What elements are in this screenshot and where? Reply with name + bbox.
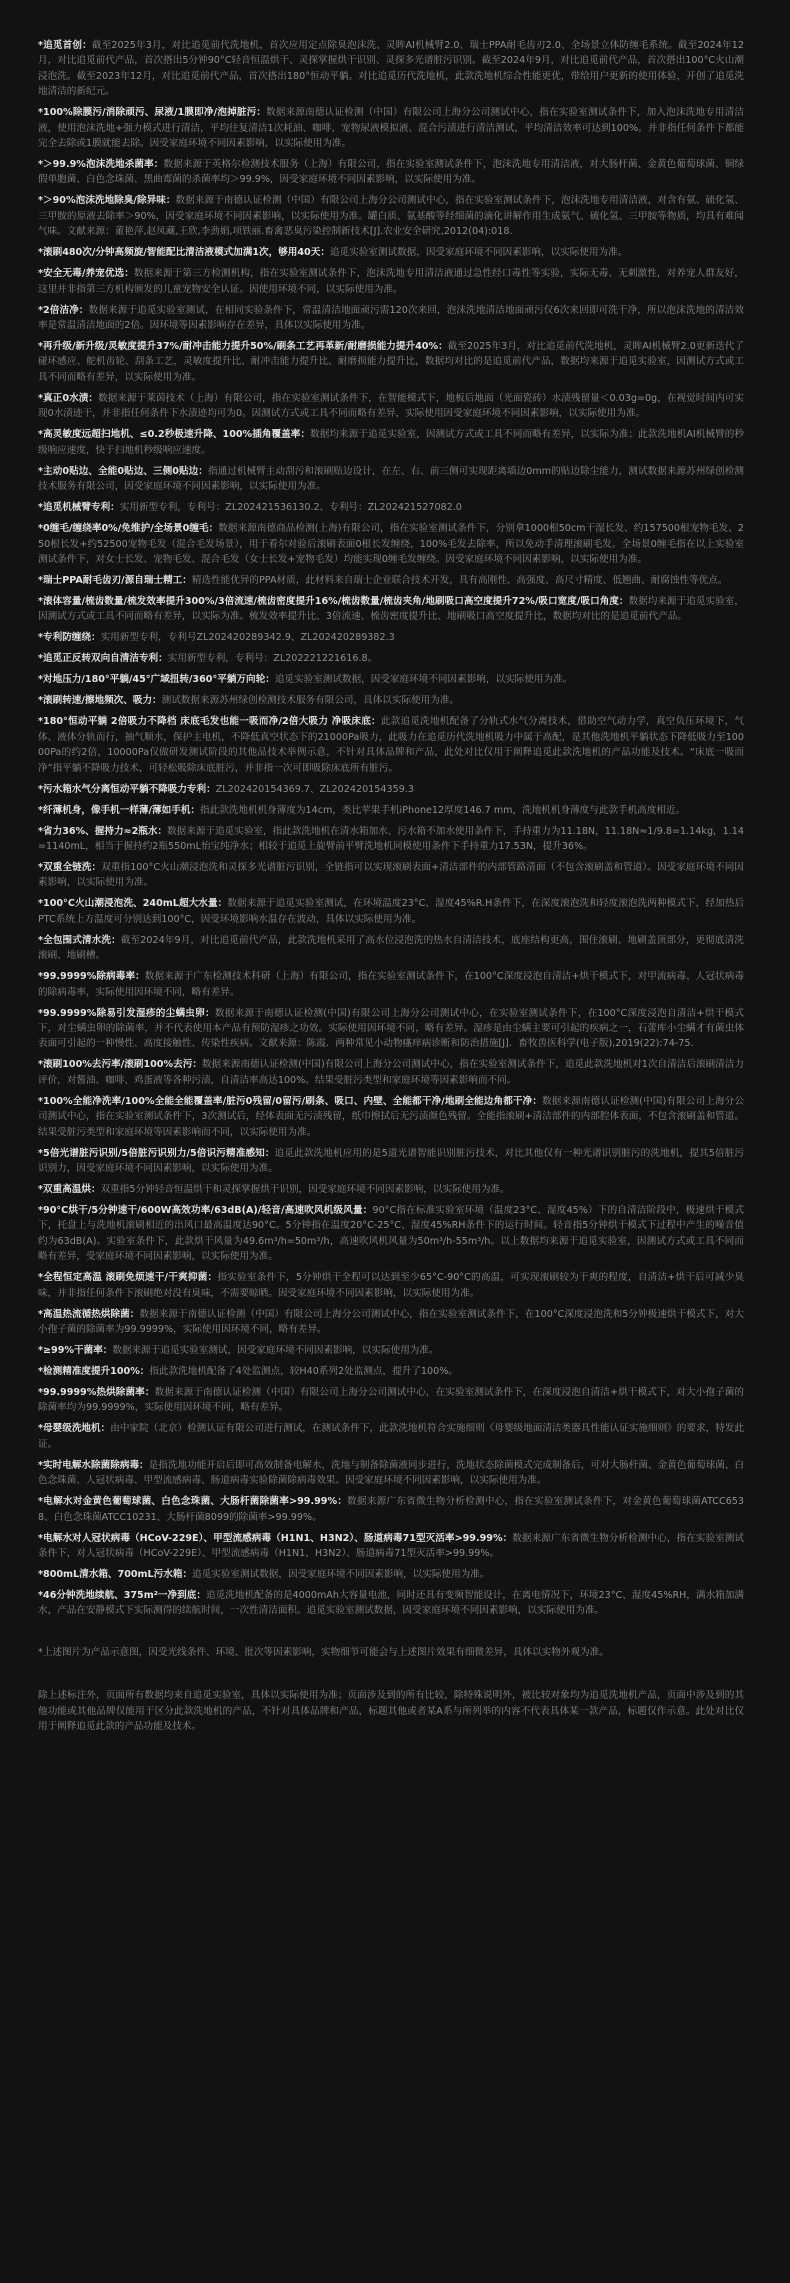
note-item: [38, 1094, 744, 1140]
note-body: 数据来源于追觅实验室测试，因受家庭环境不同因素影响，以实际使用为准。: [112, 1345, 439, 1357]
note-body: 追觅实验室测试数据，因受家庭环境不同因素影响，以实际使用为准。: [192, 1569, 490, 1581]
note-body: 追觅实验室测试数据，因受家庭环境不同因素影响，以实际使用为准。: [329, 247, 628, 259]
note-title: *全程恒定高温 滚刷免烦速干/干爽抑菌：: [38, 1272, 218, 1284]
note-item: [38, 594, 744, 625]
note-item: [38, 266, 744, 297]
note-title: *滚体容量/梳齿数量/梳发效率提升300%/3倍流速/梳齿密度提升16%/梳齿数量/梳齿夹角/地刷吸口高空度提升72%/吸口宽度/吸口角度：: [38, 595, 629, 607]
note-title: *双重高温烘：: [38, 1184, 101, 1195]
note-item: [38, 630, 744, 645]
note-body: 由中家院（北京）检测认证有限公司进行测试，在测试条件下，此款洗地机符合实施细则《母婴级地面清洁类器具性能认证实施细则》的要求，特发此证。: [38, 1423, 744, 1450]
note-body: 数据来源广东省微生物分析检测中心，指在实验室测试条件下，对金黄色葡萄球菌ATCC6538、白色念珠菌ATCC10231、大肠杆菌8099的除菌率>99.99%。: [38, 1496, 745, 1523]
note-item: [38, 860, 744, 891]
note-title: *滚刷转速/擦地频次、吸力：: [38, 695, 162, 707]
note-item: [38, 1421, 744, 1452]
note-title: *100%除膜污/消除顽污、尿液/1膜即净/泡掉脏污：: [38, 107, 267, 119]
note-body: 数据来源南德商品检测(上海)有限公司，指在实验室测试条件下，分别拿1000根50cm干湿长发、约157500根宠物毛发、250根长发+约52500宠物毛发（混合毛发场景），用于看尔对验后滚刷表面0根长发缠绕，100%毛发去除率，所以免动手清理滚刷毛发。全场景0缠毛指在以上实验室测试条件下，对女士长发、宠物毛发、混合毛发（女士长发+宠物毛发）均能实现0缠毛发缠绕。因受家庭环境不同因素影响，以实际使用为准。: [38, 523, 744, 565]
note-body: 双重指100°C火山潮浸泡洗和灵探多光谱脏污识别，全链指可以实现滚刷表面+清洁部件的内部管路清面（不包含滚刷盖和管道）。因受家庭环境不同因素影响，以实际使用为准。: [38, 861, 744, 889]
note-item: [38, 1385, 744, 1416]
note-title: *双重全链洗：: [38, 861, 102, 873]
note-title: *专利防缠绕：: [38, 632, 101, 644]
note-item: [38, 38, 744, 100]
note-item: [38, 1307, 744, 1338]
note-body: 测试数据来源苏州绿创检测技术服务有限公司，具体以实际使用为准。: [161, 695, 460, 707]
note-item: [38, 969, 744, 1000]
note-body: 指此款洗地机机身薄度为14cm，类比苹果手机iPhone12厚度146.7 mm，洗地机机身薄度与此款手机高度相近。: [200, 804, 686, 816]
note-item: [38, 157, 744, 188]
note-item: [38, 714, 744, 776]
note-title: *全包围式清水洗：: [38, 934, 121, 946]
note-item: [38, 391, 744, 422]
note-title: *追觅正反转双向自清洁专利：: [38, 653, 168, 665]
note-body: 数据来源于莱茵技术（上海）有限公司，指在实验室测试条件下，在智能模式下，地板后地面（光面瓷砖）水渍残留量＜0.03g=0g，在视觉时间内可实现0水渍迹干，并非指任何条件下水渍迹均可为0。因测试方式或工具不同而略有差异，实际使用因受家庭环境不同因素影响，以实际使用为准。: [38, 392, 744, 420]
note-body: 截至2025年3月，对比追觅前代洗地机，首次应用定点除臭泡沫洗、灵眸AI机械臂2.0、瑞士PPA耐毛齿刃2.0、全场景立体防缠毛系统。截至2024年12月，对比追觅前代产品，首次搭出5分钟90°C轻音恒温烘干、灵探掌握烘干识别、灵探多光谱脏污识别。截至2024年9月，对比追觅前代产品，首次搭出100°C火山潮浸泡洗。截至2023年12月，对比追觅前代产品，首次搭出180°恒动平躺。对比追觅历代洗地机，此款洗地机综合性能更优，带给用户更新的使用体验，开创了追觅洗地清洁的新纪元。: [38, 40, 744, 98]
note-title: *安全无毒/养宠优选：: [38, 268, 134, 280]
note-title: *滚刷480次/分钟高频旋/智能配比清洁液模式加满1次，够用40天：: [38, 247, 330, 259]
note-body: 数据来源于南德认证检测（中国）有限公司上海分公司测试中心，指在实验室测试条件下，泡沫洗地专用清洁液，对含有氨、硫化氢、三甲胺的原液去除率＞90%，因受家庭环境不同因素影响，以实际使用为准。罐白质、氨基酸等经细菌的滴化讲解作用生成氨气、硫化氢、三甲胺等物质，均具有难闻气味。文献来源：董艳萍,赵凤藏,王欣,李劲娟,项铁丽.畜禽恶臭污染控制新技术[J].农业安全研究,2012(04):018.: [38, 195, 745, 238]
note-title: *99.9999%除病毒率：: [38, 971, 145, 983]
note-item: [38, 1567, 744, 1582]
note-item: [38, 427, 744, 458]
note-item: [38, 1531, 744, 1562]
note-body: 数据来源南德认证检测(中国)有限公司上海分公司测试中心，指在实验室测试条件下，3次测试后，经体表面无污渍残留，纸巾擦拭后无污渍颜色残留。全能指滚刷+清洁部件的内部腔体表面，不包含滚刷盖和管道。结果受脏污类型和家庭环境等因素影响而不同，以实际使用为准。: [38, 1095, 744, 1138]
note-title: *省力36%、握持力≈2瓶水：: [38, 825, 168, 837]
note-item: [38, 1364, 744, 1379]
note-title: *800mL清水箱、700mL污水箱：: [38, 1569, 193, 1581]
note-item: [38, 500, 744, 515]
note-body: 数据来源南德认证检测(中国)有限公司上海分公司测试中心，指在实验室测试条件下，追觅此款洗地机对1次自清洁后滚刷清洁力评价，对酱油、咖啡、鸡蛋液等各种污渍，自清洁率高达100%。结果受脏污类型和家庭环境等因素影响而不同。: [38, 1059, 744, 1086]
note-item: [38, 1494, 744, 1525]
note-title: *99.9999%除易引发湿疹的尘螨虫卵：: [38, 1007, 215, 1019]
note-title: *电解水对金黄色葡萄球菌、白色念珠菌、大肠杆菌除菌率>99.99%：: [38, 1496, 348, 1508]
note-item: [38, 464, 744, 495]
note-body: 数据来源广东省微生物分析检测中心，指在实验室测试条件下，对人冠状病毒（HCoV-229E）、甲型流感病毒（H1N1、H3N2）、肠道病毒71型灭活率>99.99%。: [38, 1532, 745, 1560]
note-body: 90°C指在标准实验室环境（温度23°C、湿度45%）下的自清洁阶段中，极速烘干模式下，托盘上与洗地机滚刷相近的出风口最高温度达90°C。5分钟指在温度20°C-25°C、湿度45%RH条件下的运行时间。轻音指5分钟烘干模式下过程中产生的噪音值约为63dB(A)。实验室条件下，此款烘干风量为49.6m³/h=50m³/h，高速吹风机风量为50m³/h-55m³/h。以上数据均来源于追觅实验室，因测试方式或工具不同而略有差异，受家庭环境不同因素影响，以实际使用为准。: [38, 1205, 745, 1263]
note-body: 数据来源于南德认证检测（中国）有限公司上海分公司测试中心，在实验室测试条件下，在深度浸泡自清洁+烘干模式下，对大小孢子菌的除菌率均为99.9999%，实际使用因环境不同，略有差异。: [38, 1387, 744, 1414]
note-item: [38, 521, 744, 567]
note-body: 双重指5分钟轻音恒温烘干和灵探掌握烘干识别，因受家庭环境不同因素影响，以实际使用为准。: [100, 1184, 510, 1195]
note-body: 指实验室条件下，5分钟烘干全程可以达到至少65°C-90°C的高温，可实现滚刷较为干爽的程度，自清洁+烘干后可减少臭味，并非指任何条件下滚刷绝对没有臭味，不需要晾晒。因受家庭环境不同因素影响，以实际使用为准。: [38, 1272, 744, 1299]
note-item: [38, 573, 744, 588]
note-title: *母婴级洗地机：: [38, 1423, 111, 1435]
note-body: 精选性能优异的PPA材质，此材料来自瑞士企业联合技术开发，具有高刚性、高强度、高尺寸精度、低翘曲、耐腐蚀性等优点。: [191, 574, 728, 586]
note-body: 是指洗地功能开启后即可高效制备电解水，洗地与制备除菌液同步进行，洗地状态除菌模式完成制备后，可对大肠杆菌、金黄色葡萄球菌、白色念珠菌、人冠状病毒、甲型流感病毒、肠道病毒实验除菌除病毒效果。因受家庭环境不同因素影响，以实际使用为准。: [38, 1459, 744, 1487]
note-item: [38, 245, 744, 260]
note-item: [38, 1343, 744, 1358]
note-body: 数据均来源于追觅实验室，因测试方式或工具不同而略有差异，以实际为准；此款洗地机AI机械臂的秒级响应速度，快于扫地机秒级响应速度。: [38, 429, 744, 456]
note-body: 追觅实验室测试数据，因受家庭环境不同因素影响，以实际使用为准。: [274, 674, 573, 686]
note-body: 数据来源于追觅实验室测试，在环境温度23°C、湿度45%R.H条件下，在深度滚泡洗和轻度滚泡洗两种模式下，经加热后PTC系统上方温度可分别达到100°C，因受环境影响水温存在波动，具体以实际使用为准。: [38, 898, 744, 925]
note-title: *高温热流循热烘除菌：: [38, 1308, 140, 1320]
note-body: 截至2024年9月，对比追觅前代产品，此款洗地机采用了高水位浸泡洗的热水自清洁技术，底座结构更高，围住滚刷、地刷盖顶部分，更彻底清洗滚刷、地刷槽。: [38, 934, 744, 962]
data-source-disclaimer: 除上述标注外，页面所有数据均来自追觅实验室，具体以实际使用为准；页面涉及到的所有比较，除特殊说明外，被比较对象均为追觅洗地机产品，页面中涉及到的其他功能或其他品牌仅能用于区分此款洗地机的产品，不针对具体品牌和产品，标题其他或者某A系与所列举的内容不代表具体某一款产品，标题仅作示意。此处对比仅用于阐释追觅此款的产品功能及技术。: [38, 1690, 744, 1733]
note-body: 追觅此款洗地机应用的是5道光谱智能识别脏污技术，对比其他仅有一种光谱识别脏污的洗地机，提其5倍脏污识别力，因受家庭环境不同因素影响，以实际使用为准。: [38, 1147, 744, 1174]
note-item: [38, 105, 744, 151]
note-title: *瑞士PPA耐毛齿刃/源自瑞士精工：: [38, 574, 192, 586]
note-title: *90°C烘干/5分钟速干/600W高效功率/63dB(A)/轻音/高速吹风机级风量：: [38, 1205, 373, 1216]
note-title: *99.9999%热烘除菌率：: [38, 1387, 155, 1399]
note-title: *5倍光谱脏污识别/5倍脏污识别力/5倍识污精准感知：: [38, 1147, 275, 1159]
note-item: [38, 896, 744, 927]
note-title: *检测精准度提升100%：: [38, 1366, 150, 1378]
note-title: *再升级/新升级/灵敏度提升37%/耐冲击能力提升50%/刷条工艺再革新/耐磨损能力提升40%：: [38, 341, 448, 353]
note-item: [38, 1146, 744, 1177]
note-body: 实用新型专利，专利号：ZL202221221616.8。: [167, 653, 378, 665]
note-body: 数据来源于广东检测技术科研（上海）有限公司，指在实验室测试条件下，在100°C深度浸泡自清洁+烘干模式下，对甲流病毒、人冠状病毒的除病毒率，实际使用因环境不同，略有差异。: [38, 971, 744, 998]
note-item: [38, 303, 744, 334]
note-title: *电解水对人冠状病毒（HCoV-229E）、甲型流感病毒（H1N1、H3N2）、肠道病毒71型灭活率>99.99%：: [38, 1532, 513, 1544]
note-item: [38, 1057, 744, 1088]
note-body: 数据来源于英格尔检测技术服务（上海）有限公司，指在实验室测试条件下，泡沫洗地专用清洁液，对大肠杆菌、金黄色葡萄球菌、铜绿假单胞菌、白色念珠菌、黑曲霉菌的杀菌率均＞99.9%，因受家庭环境不同因素影响，以实际使用为准。: [38, 159, 744, 186]
note-body: 数据来源于第三方检测机构，指在实验室测试条件下，泡沫洗地专用清洁液通过急性经口毒性等实验，实际无毒、无刺激性，对养宠人群友好，这里并非指第三方机构颁发的儿童宠物安全认证。因使用环境不同，以实际使用为准。: [38, 268, 745, 295]
note-title: *主动0贴边、全能0贴边、三侧0贴边：: [38, 465, 208, 477]
note-title: *100%全能净洗率/100%全能全能覆盖率/脏污0残留/0留污/刷条、吸口、内壁、全能都干净/地刷全能边角都干净：: [38, 1095, 543, 1107]
note-body: 指此款洗地机配备了4处监测点，较H40系列2处监测点，提升了100%。: [149, 1366, 458, 1378]
note-title: *100°C火山潮浸泡洗、240mL超大水量：: [38, 898, 228, 910]
notes-list: [38, 38, 744, 1619]
note-body: 实用新型专利，专利号：ZL202421536130.2、专利号：ZL202421527082.0: [119, 502, 462, 514]
note-body: 数据均来源于追觅实验室，因测试方式或工具不同而略有差异，以实际为准。梳发效率提升比、3倍流速、梳齿密度提升比、地刷吸口高空度提升比，数据均对比的是追觅前代产品。: [38, 595, 744, 623]
note-item: [38, 1203, 744, 1265]
note-title: *0缠毛/缠绕率0%/免维护/全场景0缠毛：: [38, 523, 219, 535]
note-item: [38, 672, 744, 687]
note-body: 数据来源于南德认证检测(中国)有限公司上海分公司测试中心，在实验室测试条件下，在100°C深度浸泡自清洁+烘干模式下，对尘螨虫卵的除菌率，并不代表使用本产品有预防湿疹之功效。实际使用因环境不同，略有差异。湿疹是由尘螨主要可引起的疾病之一，石蕾库小尘螨才有菌虫体表面可引起的一种慢性、高度接触性、传染性疾病。文献来源：陈霞．两种常见小动物瘙痒病诊断和防治措施[J]．畜牧兽医科学(电子版),2019(22):74-75.: [38, 1007, 744, 1050]
note-title: *＞99.9%泡沫洗地杀菌率：: [38, 159, 164, 171]
note-body: ZL202420154369.7、ZL202420154359.3: [215, 783, 414, 795]
note-item: [38, 1458, 744, 1489]
note-body: 指通过机械臂主动刮污和滚刷贴边设计，在左、右、前三侧可实现距离墙边0mm的贴边除尘能力，测试数据来源苏州绿创检测技术服务有限公司，因受家庭环境不同因素影响，以实际使用为准。: [38, 465, 744, 493]
note-item: [38, 803, 744, 818]
note-body: 追觅洗地机配备的是4000mAh大容量电池，同时还具有变频智能设计，在离电情况下，环境23°C、湿度45%RH，满水箱加满水，产品在安静模式下实际测得的续航时间，一次性清洁面积。追觅实验室测试数据，因受家庭环境不同因素影响，以实际使用为准。: [38, 1590, 745, 1617]
note-body: 截至2025年3月，对比追觅前代洗地机，灵眸AI机械臂2.0更新迭代了碰环感应、舵机齿轮、刮条工艺，灵敏度提升比、耐冲击能力提升比、耐磨损能力提升比，数据均对比的是追觅前代产品，数据均来源于追觅实验室，因测试方式或工具不同而略有差异，以实际使用为准。: [38, 341, 744, 383]
note-title: *高灵敏度远超扫地机、≤0.2秒极速升降、100%插角覆盖率：: [38, 429, 311, 441]
note-title: *滚刷100%去污率/滚刷100%去污：: [38, 1059, 202, 1071]
note-item: [38, 933, 744, 964]
note-item: [38, 782, 744, 797]
note-body: 此款追觅洗地机配备了分轨式水气分离技术，借助空气动力学，真空负压环境下，气体、液体分轨而行，抽气顺水，保护主电机，不降低真空状态下的21000Pa吸力，此吸力在追觅历代洗地机吸力中属于高配，是其他洗地机平躺状态下降低吸力至10000Pa的约2倍，10000Pa仅做研发测试阶段的其他品技术举例示意，不针对具体品牌和产品，此处对比仅用于阐释追觅此款洗地机的产品功能及技术。“床底一吸而净”指平躺不降吸力技术，可轻松吸除床底脏污，并非指一次可即吸除床底所有脏污。: [38, 716, 745, 774]
note-title: *追觅首创：: [38, 40, 92, 51]
note-item: [38, 339, 744, 385]
note-body: 数据来源于追觅实验室测试，在相同实验条件下，常温清洁地面顽污需120次来回，泡沫洗地清洁地面顽污仅6次来回即可洗干净，所以泡沫洗地的清洁效率是常温清洁地面的2倍。因环境等因素影响存在差异，具体以实际使用为准。: [38, 304, 744, 332]
note-body: 数据来源南德认证检测（中国）有限公司上海分公司测试中心，指在实验室测试条件下，加入泡沫洗地专用清洁液，使用泡沫洗地+强力模式进行清洁，平均往复清洁1次耗油、咖啡、宠物尿液模拟液、混合污渍进行清洁测试，平均清洁效率可达到100%。并非指任何条件下都能完全去除或1膜就能去除。因受家庭环境不同因素影响，以实际使用为准。: [38, 107, 745, 150]
note-title: *污水箱水气分离恒动平躺不降吸力专利：: [38, 783, 216, 795]
note-title: *180°恒动平躺 2倍吸力不降档 床底毛发也能一吸而净/2倍大吸力 净吸床底：: [38, 716, 381, 728]
note-body: 实用新型专利，专利号ZL202420289342.9、ZL202420289382.3: [100, 632, 395, 644]
note-title: *追觅机械臂专利：: [38, 502, 120, 514]
note-title: *实时电解水除菌除病毒：: [38, 1459, 149, 1471]
note-title: *2倍洁净：: [38, 304, 89, 316]
note-body: 数据来源于追觅实验室，指此款洗地机在清水箱加水、污水箱不加水使用条件下，手持重力为11.18N，11.18N≈1/9.8=1.14kg，1.14=1140mL，相当于握持约2瓶550mL怡宝纯净水；相较于追觅上旋臂前平臂洗地机同模使用条件下手持重力17.53N，提升36%。: [38, 825, 744, 852]
note-title: *＞90%泡沫洗地除臭/除异味：: [38, 195, 176, 207]
note-item: [38, 193, 744, 239]
note-title: *46分钟洗地续航、375m²一净到底：: [38, 1590, 207, 1602]
note-item: [38, 693, 744, 708]
note-title: *对地压力/180°平躺/45°广域扭转/360°平躺万向轮：: [38, 674, 275, 686]
note-body: 数据来源于南德认证检测（中国）有限公司上海分公司测试中心，指在实验室测试条件下，在100°C深度浸泡洗和5分钟极速烘干模式下，对大小孢子菌的除菌率为99.9999%，实际使用因环境不同，略有差异。: [38, 1308, 744, 1336]
note-item: [38, 651, 744, 666]
note-item: [38, 824, 744, 855]
note-title: *≥99%干菌率：: [38, 1345, 113, 1357]
image-disclaimer-note: *上述图片为产品示意图，因受光线条件、环境、批次等因素影响，实物细节可能会与上述图片效果有细微差异，具体以实物外观为准。: [38, 1646, 609, 1658]
note-item: [38, 1588, 744, 1619]
note-item: [38, 1182, 744, 1197]
note-title: *纤薄机身，像手机一样薄/薄如手机：: [38, 804, 201, 816]
note-title: *真正0水渍：: [38, 392, 99, 404]
note-item: [38, 1270, 744, 1301]
note-item: [38, 1006, 744, 1052]
